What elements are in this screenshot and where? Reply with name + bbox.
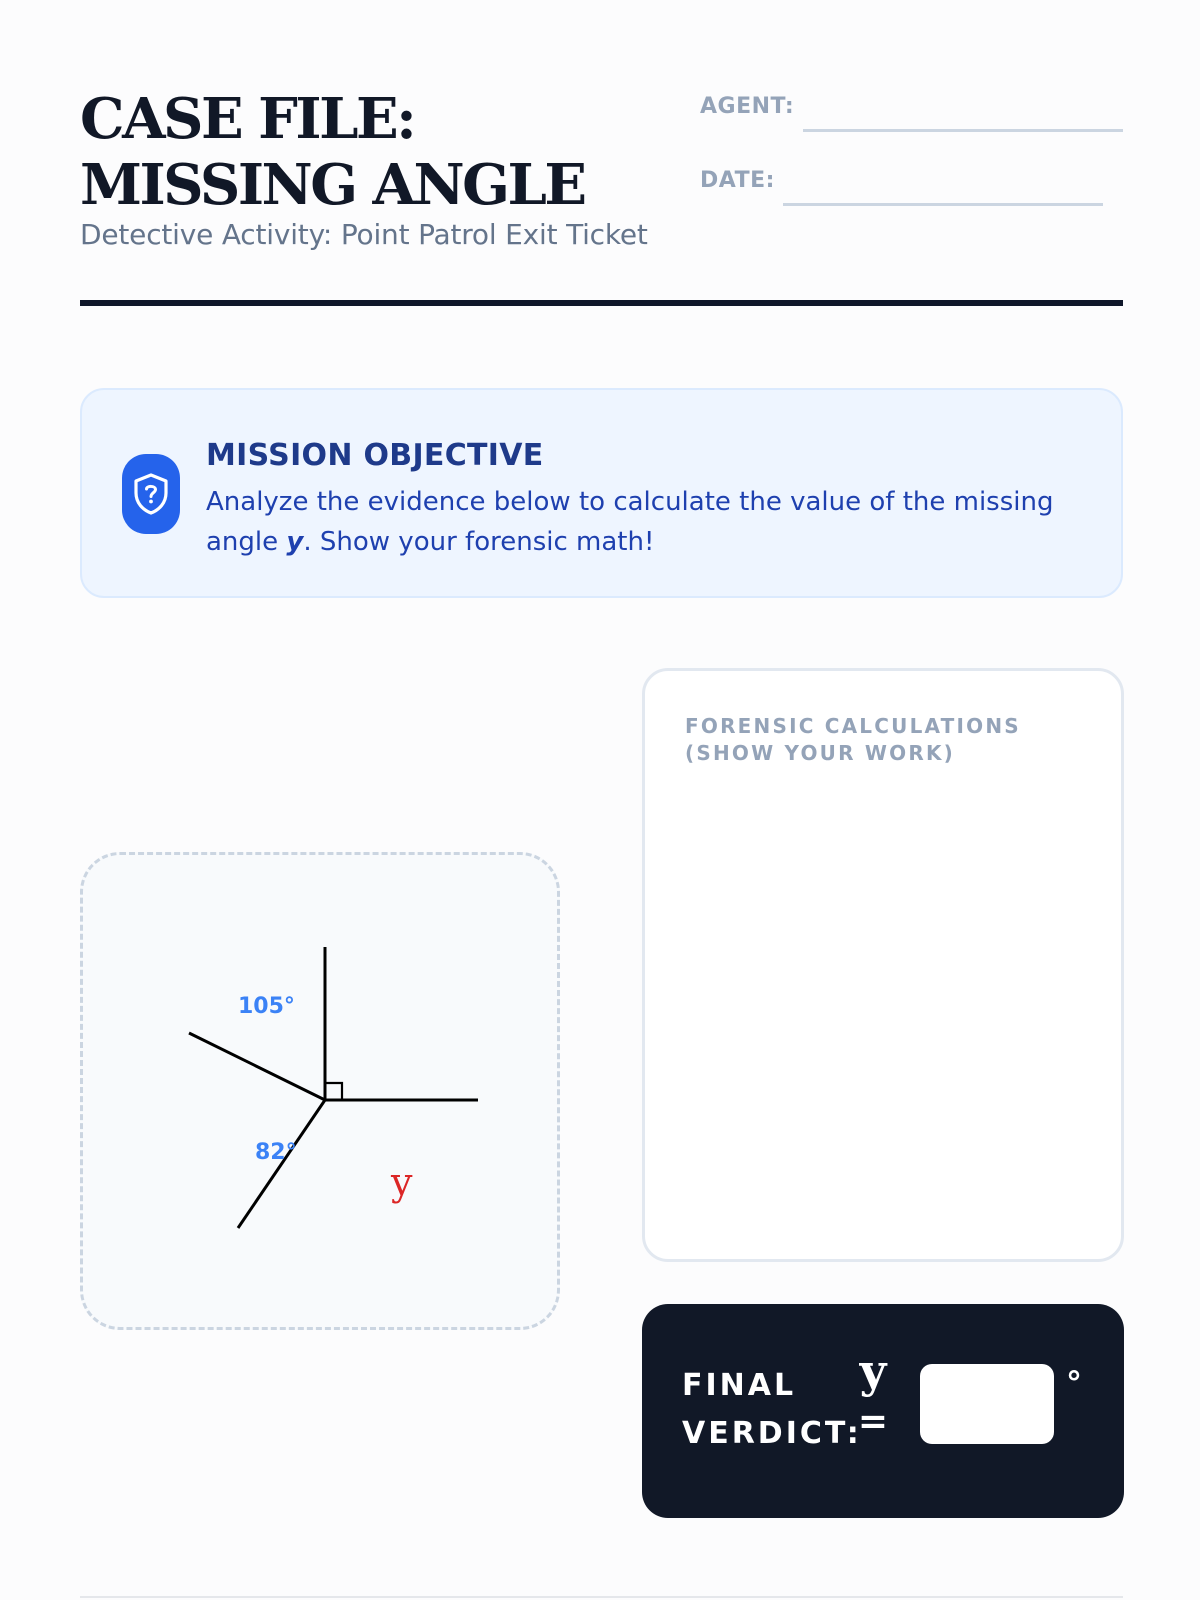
angle-label-105: 105°	[238, 994, 295, 1019]
mission-title: MISSION OBJECTIVE	[206, 438, 544, 473]
verdict-equals: =	[857, 1401, 889, 1442]
mission-objective-card	[80, 388, 1123, 598]
header-divider	[80, 300, 1123, 306]
calculations-label: FORENSIC CALCULATIONS (SHOW YOUR WORK)	[685, 714, 1021, 765]
evidence-diagram	[80, 852, 560, 1330]
footer-divider	[80, 1596, 1123, 1598]
verdict-variable: y	[859, 1344, 887, 1398]
agent-label: AGENT:	[700, 94, 795, 119]
ray-upper-left	[189, 1033, 325, 1100]
forensic-calculations-box[interactable]	[642, 668, 1124, 1262]
activity-subtitle: Detective Activity: Point Patrol Exit Ticket	[80, 218, 648, 251]
degree-symbol: °	[1066, 1364, 1082, 1402]
right-angle-marker	[325, 1083, 342, 1100]
date-label: DATE:	[700, 168, 775, 193]
case-file-title: CASE FILE: MISSING ANGLE	[80, 86, 585, 218]
shield-question-icon	[122, 454, 180, 534]
mission-variable: y	[286, 527, 304, 557]
agent-name-field[interactable]	[803, 129, 1123, 132]
mission-description: Analyze the evidence below to calculate the value of the missing angle y. Show your forensic math!	[206, 487, 1054, 557]
answer-input[interactable]	[920, 1364, 1054, 1444]
date-field[interactable]	[783, 203, 1103, 206]
angle-diagram	[83, 855, 563, 1333]
unknown-angle-label: y	[391, 1160, 413, 1204]
final-verdict-label: FINAL VERDICT:	[682, 1368, 862, 1451]
final-verdict-panel	[642, 1304, 1124, 1518]
angle-label-82: 82°	[255, 1140, 297, 1165]
